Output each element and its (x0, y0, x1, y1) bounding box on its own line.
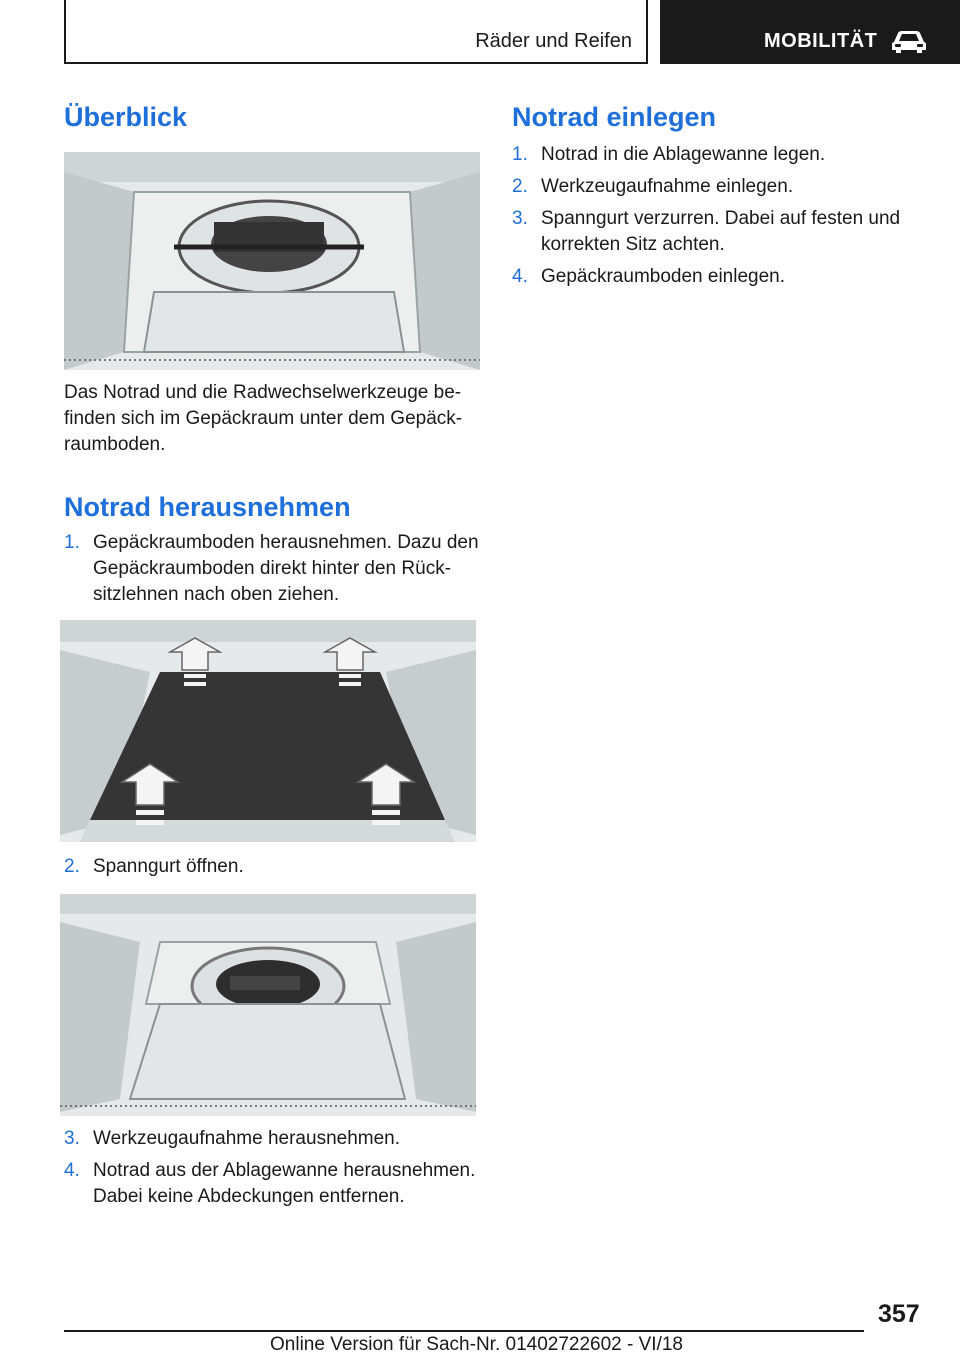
step-text (541, 206, 900, 258)
step-number: 4. (512, 266, 528, 287)
insert-heading: Notrad einlegen (512, 102, 717, 132)
remove-step-1 (64, 530, 484, 610)
overview-paragraph (64, 380, 480, 458)
step-line: Werkzeugaufnahme herausnehmen. (93, 1128, 401, 1149)
insert-step-3 (512, 206, 912, 260)
paragraph-line: Das Notrad und die Radwechselwerkzeuge be‐ (64, 382, 462, 403)
car-icon (890, 28, 928, 54)
step-line: Spanngurt öffnen. (93, 856, 244, 877)
step-text (541, 174, 793, 200)
chapter-tab (660, 0, 960, 64)
page-number: 357 (878, 1300, 920, 1328)
trunk-floor-lift-image (60, 620, 476, 842)
step-line: Notrad in die Ablagewanne legen. (541, 144, 826, 165)
step-text (93, 1126, 400, 1152)
step-text (93, 854, 244, 880)
step-number: 1. (512, 144, 528, 165)
step-line: korrekten Sitz achten. (541, 234, 725, 255)
header-section-box (64, 0, 648, 64)
footer-online-version: Online Version für Sach-Nr. 01402722602 - VI/18 (270, 1334, 683, 1355)
step-number: 3. (64, 1128, 80, 1149)
section-title: Räder und Reifen (475, 30, 632, 52)
step-number: 2. (512, 176, 528, 197)
remove-step-4 (64, 1158, 484, 1212)
step-line: Gepäckraumboden einlegen. (541, 266, 786, 287)
step-line: sitzlehnen nach oben ziehen. (93, 584, 340, 605)
footer-rule (64, 1330, 864, 1332)
step-number: 2. (64, 856, 80, 877)
remove-heading: Notrad herausnehmen (64, 492, 351, 522)
step-text (541, 142, 825, 168)
paragraph-line: raumboden. (64, 434, 166, 455)
step-line: Gepäckraumboden herausnehmen. Dazu den (93, 532, 479, 553)
remove-step-2 (64, 854, 484, 882)
overview-heading: Überblick (64, 102, 188, 132)
remove-step-3 (64, 1126, 484, 1154)
step-text (93, 1158, 475, 1210)
insert-step-4 (512, 264, 912, 292)
insert-step-2 (512, 174, 912, 202)
step-line: Spanngurt verzurren. Dabei auf festen und (541, 208, 901, 229)
trunk-spare-wheel-image (64, 152, 480, 370)
step-line: Werkzeugaufnahme einlegen. (541, 176, 794, 197)
step-text (541, 264, 785, 290)
step-line: Gepäckraumboden direkt hinter den Rück‐ (93, 558, 452, 579)
chapter-title: MOBILITÄT (764, 30, 878, 52)
step-line: Dabei keine Abdeckungen entfernen. (93, 1186, 405, 1207)
step-number: 3. (512, 208, 528, 229)
paragraph-line: finden sich im Gepäckraum unter dem Gepäck‐ (64, 408, 463, 429)
step-number: 4. (64, 1160, 80, 1181)
insert-step-1 (512, 142, 912, 170)
step-line: Notrad aus der Ablagewanne herausnehmen. (93, 1160, 476, 1181)
step-number: 1. (64, 532, 80, 553)
trunk-wheel-well-image (60, 894, 476, 1116)
step-text (93, 530, 479, 608)
